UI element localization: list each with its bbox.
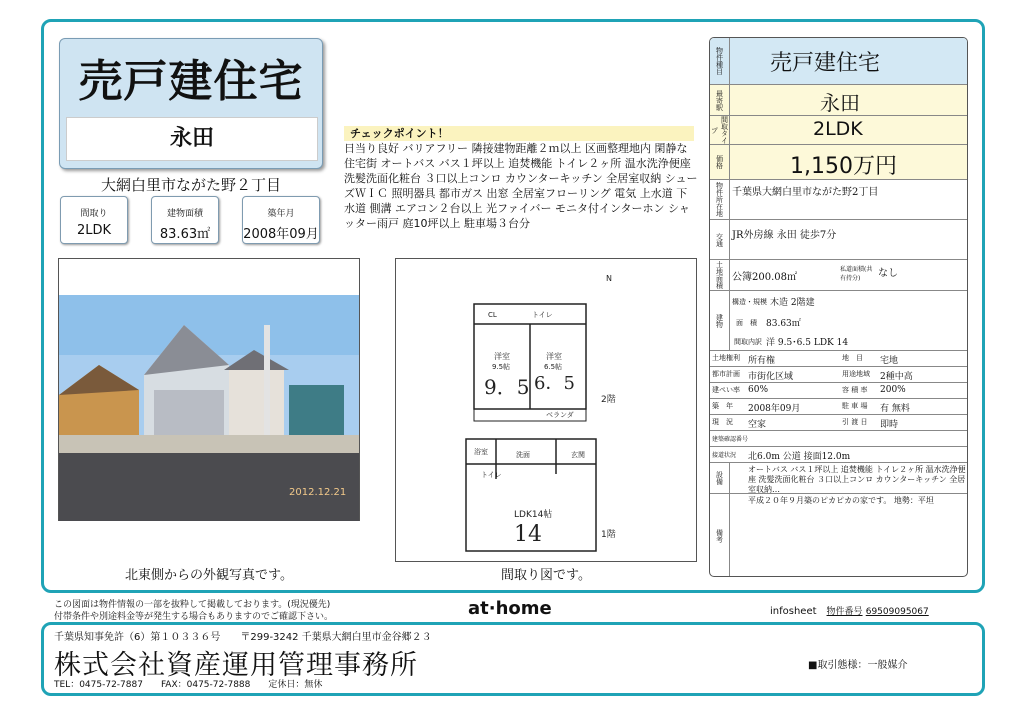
room1-big: 9．5: [484, 375, 530, 399]
photo-caption: 北東側からの外観写真です。: [125, 568, 293, 583]
row-key: 価格: [710, 145, 730, 179]
ldk-label: LDK14帖: [514, 510, 553, 520]
private-road-key: 私道面積(共有持分): [840, 266, 873, 282]
wash-label: 洗面: [516, 451, 530, 459]
checkpoint-heading: チェックポイント！: [344, 126, 694, 141]
type-value: 売戸建住宅: [770, 51, 881, 76]
row-location: [710, 180, 968, 220]
toilet2-label: トイレ: [532, 311, 553, 319]
built-label: 築 年: [712, 402, 733, 410]
row-key: 建物: [710, 291, 730, 350]
land-value: 公簿200.08㎡: [732, 272, 797, 283]
room2-size: 6.5帖: [544, 363, 563, 371]
ldk-big: 14: [514, 522, 542, 547]
exterior-photo: [58, 258, 360, 521]
row-confirm: [710, 431, 968, 447]
closet-label: CL: [488, 311, 497, 319]
status-label: 現 況: [712, 418, 733, 426]
row-built: [710, 399, 968, 415]
spec-value: 2LDK: [76, 223, 112, 238]
room1-size: 9.5帖: [492, 363, 511, 371]
floor-plan: [395, 258, 697, 562]
entry-label: 玄関: [571, 451, 585, 459]
handover-value: 即時: [880, 420, 899, 430]
row-key: 間取タイプ: [710, 116, 729, 144]
athome-logo: at·home: [468, 598, 552, 619]
row-key: 物件所在地: [710, 180, 730, 219]
note-2: 付帯条件や別途料金等が発生する場合もありますのでご確認下さい。: [54, 612, 334, 622]
far-value: 200%: [880, 385, 906, 395]
note-1: この図面は物件情報の一部を抜粋して掲載しております。(現況優先): [54, 600, 331, 610]
spec-label: 築年月: [267, 209, 295, 219]
bcr-label: 建ぺい率: [712, 386, 740, 394]
floor-area-value: 83.63㎡: [766, 319, 801, 329]
property-number: 69509095067: [865, 607, 929, 617]
structure-label: 構造・規模: [732, 298, 767, 306]
row-status: [710, 415, 968, 431]
bath-label: 浴室: [474, 448, 488, 456]
road-label: 接道状況: [712, 452, 737, 459]
row-key: 設備: [710, 463, 730, 493]
far-label: 容 積 率: [842, 386, 868, 394]
plan-label: 都市計画: [712, 370, 740, 378]
floor-area-label: 面 積: [736, 319, 757, 327]
handover-label: 引 渡 日: [842, 418, 868, 426]
status-value: 空家: [748, 420, 767, 430]
infosheet-label: infosheet: [770, 606, 817, 617]
built-value: 2008年09月: [748, 404, 801, 414]
layout-value: 2LDK: [813, 118, 863, 140]
spec-value: 83.63㎡: [159, 227, 211, 242]
photo-date-stamp: 2012.12.21: [289, 487, 347, 498]
facilities-value: オートバス バス１坪以上 追焚機能 トイレ２ヶ所 温水洗浄便座 洗髪洗面化粧台 ３口以上コンロ カウンターキッチン 全居室収納…: [748, 465, 966, 494]
spec-value: 2008年09月: [243, 227, 319, 242]
room1-label: 洋室: [494, 352, 510, 361]
veranda-label: ベランダ: [546, 411, 574, 419]
traffic-value: JR外房線 永田 徒歩7分: [732, 230, 837, 241]
row-plan: [710, 367, 968, 383]
property-type-title: 売戸建住宅: [78, 56, 304, 107]
footer-notes: [54, 599, 333, 623]
row-key: 交通: [710, 220, 730, 259]
floor1-label: 1階: [601, 530, 616, 540]
rights-label: 土地権利: [712, 354, 740, 362]
row-bcr: [710, 383, 968, 399]
license-line: 千葉県知事免許（6）第１０３３６号 〒299-3242 千葉県大網白里市金谷郷２３: [54, 632, 432, 643]
rooms-value: 洋 9.5･6.5 LDK 14: [766, 338, 849, 348]
parking-value: 有 無料: [880, 404, 910, 414]
plan-caption: 間取り図です。: [501, 568, 591, 583]
row-road: [710, 447, 968, 463]
road-value: 北6.0m 公道 接面12.0m: [748, 452, 851, 462]
row-price: [710, 145, 968, 180]
spec-built-date: [242, 196, 320, 244]
station-value: 永田: [820, 91, 860, 115]
rights-value: 所有権: [748, 356, 776, 366]
row-layout: [710, 116, 968, 145]
remarks-value: 平成２０年９月築のピカピカの家です。 地勢：平坦: [748, 496, 934, 505]
toilet1-label: トイレ: [481, 471, 502, 479]
structure-value: 木造 2階建: [770, 298, 815, 308]
row-key: 物件種目: [710, 38, 730, 84]
category-value: 宅地: [880, 356, 899, 366]
checkpoint-body: 日当り良好 バリアフリー 隣接建物距離２ｍ以上 区画整理地内 閑静な住宅街 オートバス バス１坪以上 追焚機能 トイレ２ヶ所 温水洗浄便座 洗髪洗面化粧台 ３口以上コンロ カウンターキッチン 全居室収納 シューズＷＩＣ 照明器具 都市ガス 出窓 全居室フローリング 電気 上水道 下水道 側溝 エアコン２台以上 光ファイバー モニタ付インターホン シャッター雨戸 庭10坪以上 駐車場３台分: [344, 142, 698, 230]
floor2-label: 2階: [601, 395, 616, 405]
private-road-value: なし: [878, 268, 898, 279]
zone-value: 2種中高: [880, 372, 913, 382]
spec-label: 建物面積: [166, 209, 203, 219]
contact-line: TEL：0475-72-7887 FAX：0475-72-7888 定休日：無休: [54, 680, 323, 690]
zone-label: 用途地域: [842, 370, 870, 378]
infosheet: [770, 602, 929, 617]
parking-label: 駐 車 場: [842, 402, 868, 410]
company-name: 株式会社資産運用管理事務所: [54, 650, 418, 681]
spec-label: 間取り: [80, 209, 108, 219]
row-facilities: [710, 463, 968, 494]
location-value: 千葉県大網白里市ながた野2丁目: [732, 187, 879, 198]
info-table: [709, 37, 968, 577]
plan-value: 市街化区域: [748, 372, 794, 382]
room2-label: 洋室: [546, 352, 562, 361]
row-traffic: [710, 220, 968, 260]
area-name: 永田: [66, 117, 318, 161]
row-land: [710, 260, 968, 291]
row-building: [710, 291, 968, 351]
title-box: [59, 38, 323, 169]
row-rights: [710, 351, 968, 367]
property-number-label: 物件番号: [826, 607, 863, 617]
category-label: 地 目: [842, 354, 863, 362]
room2-big: 6．5: [534, 373, 575, 394]
row-key: 備考: [710, 494, 730, 577]
confirm-label: 建築確認番号: [712, 436, 749, 443]
rooms-label: 間取内訳: [734, 338, 762, 346]
checkpoint: [344, 126, 698, 231]
transaction-type: ■取引態様：一般媒介: [808, 660, 908, 671]
north-arrow-icon: N: [606, 274, 612, 283]
row-key: 土地面積: [710, 260, 730, 290]
bcr-value: 60%: [748, 385, 769, 395]
address: 大網白里市ながた野２丁目: [100, 176, 281, 194]
row-key: 最寄駅: [710, 85, 730, 115]
row-remarks: [710, 494, 968, 577]
spec-floor-area: [151, 196, 219, 244]
row-type: [710, 38, 968, 85]
price-value: 1,150万円: [790, 154, 897, 179]
row-station: [710, 85, 968, 116]
spec-layout: [60, 196, 128, 244]
